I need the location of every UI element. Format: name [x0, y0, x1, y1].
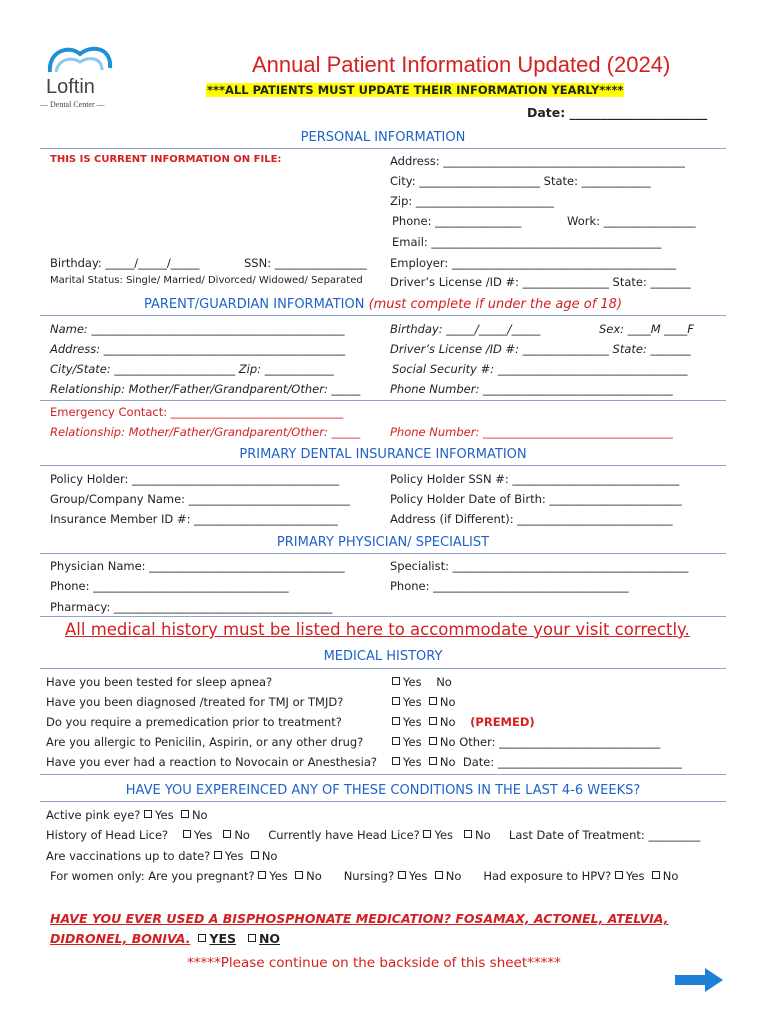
- divider: [40, 315, 726, 316]
- yes-label: Yes: [403, 695, 422, 709]
- checkbox-icon[interactable]: [248, 934, 256, 942]
- checkbox-icon[interactable]: [223, 830, 231, 838]
- answer-tmj[interactable]: [392, 695, 456, 709]
- checkbox-icon[interactable]: [181, 810, 189, 818]
- no-label: No: [445, 869, 462, 883]
- no-label: No: [439, 695, 456, 709]
- yes-label: Yes: [408, 869, 428, 883]
- section-physician: PRIMARY PHYSICIAN/ SPECIALIST: [276, 535, 490, 550]
- yes-label: YES: [209, 931, 237, 946]
- ssn-field[interactable]: SSN: ________________: [244, 256, 367, 270]
- question-anesthesia: Have you ever had a reaction to Novocain or Anesthesia?: [46, 755, 377, 769]
- section-insurance: PRIMARY DENTAL INSURANCE INFORMATION: [239, 447, 527, 462]
- yes-label: Yes: [193, 828, 213, 842]
- question-tmj: Have you been diagnosed /treated for TMJ or TMJD?: [46, 695, 344, 709]
- policy-holder-dob-field[interactable]: Policy Holder Date of Birth: _______________________: [390, 492, 682, 506]
- answer-allergy[interactable]: [392, 735, 660, 749]
- current-lice-label: Currently have Head Lice?: [268, 828, 420, 842]
- specialist-phone-field[interactable]: Phone: __________________________________: [390, 579, 629, 593]
- logo-name: Loftin: [46, 76, 95, 98]
- no-label: No: [436, 675, 452, 689]
- question-allergy: Are you allergic to Penicilin, Aspirin, or any other drug?: [46, 735, 364, 749]
- checkbox-icon[interactable]: [392, 677, 400, 685]
- divider: [40, 801, 726, 802]
- checkbox-icon[interactable]: [435, 871, 443, 879]
- date-field: Date: ______________________: [527, 105, 708, 120]
- guardian-relationship[interactable]: Relationship: Mother/Father/Grandparent/Other: _____: [50, 382, 361, 396]
- guardian-note: (must complete if under the age of 18): [368, 297, 623, 312]
- checkbox-icon[interactable]: [183, 830, 191, 838]
- guardian-address-field[interactable]: Address: __________________________________________: [50, 342, 346, 356]
- checkbox-icon[interactable]: [615, 871, 623, 879]
- no-label: No: [439, 755, 456, 769]
- checkbox-icon[interactable]: [429, 737, 437, 745]
- divider: [40, 148, 726, 149]
- specialist-field[interactable]: Specialist: _________________________________________: [390, 559, 689, 573]
- current-info-label: THIS IS CURRENT INFORMATION ON FILE:: [50, 154, 282, 165]
- no-label: No: [261, 849, 278, 863]
- question-premedication: Do you require a premedication prior to treatment?: [46, 715, 342, 729]
- checkbox-icon[interactable]: [429, 697, 437, 705]
- employer-field[interactable]: Employer: _______________________________________: [390, 256, 677, 270]
- guardian-sex-field[interactable]: Sex: ____M ____F: [599, 322, 694, 336]
- condition-women[interactable]: [50, 869, 678, 883]
- no-label: No: [475, 828, 491, 842]
- section-guardian: [40, 297, 726, 312]
- physician-name-field[interactable]: Physician Name: __________________________________: [50, 559, 345, 573]
- checkbox-icon[interactable]: [392, 737, 400, 745]
- physician-phone-field[interactable]: Phone: __________________________________: [50, 579, 289, 593]
- question-sleep-apnea: Have you been tested for sleep apnea?: [46, 675, 273, 689]
- divider: [40, 553, 726, 554]
- guardian-license-field[interactable]: Driver’s License /ID #: _______________ State: _______: [390, 342, 691, 356]
- license-field[interactable]: Driver’s License /ID #: _______________ State: _______: [390, 275, 691, 289]
- bisphosphonate-question: HAVE YOU EVER USED A BISPHOSPHONATE MEDICATION? FOSAMAX, ACTONEL, ATELVIA,: [50, 911, 669, 926]
- no-label: No: [439, 735, 456, 749]
- checkbox-icon[interactable]: [198, 934, 206, 942]
- checkbox-icon[interactable]: [392, 757, 400, 765]
- guardian-ssn-field[interactable]: Social Security #: _________________________________: [392, 362, 688, 376]
- yes-label: Yes: [155, 808, 174, 822]
- divider: [40, 774, 726, 775]
- hpv-label: Had exposure to HPV?: [483, 869, 612, 883]
- pregnant-label: For women only: Are you pregnant?: [50, 869, 255, 883]
- address-field[interactable]: Address: __________________________________________: [390, 154, 685, 168]
- section-medical: MEDICAL HISTORY: [323, 649, 443, 664]
- yes-label: Yes: [403, 755, 422, 769]
- arrow-right-icon[interactable]: [675, 966, 725, 994]
- reaction-date-field[interactable]: Date: ________________________________: [462, 755, 682, 769]
- practice-logo: [40, 42, 128, 114]
- checkbox-icon[interactable]: [251, 851, 259, 859]
- emergency-relationship[interactable]: Relationship: Mother/Father/Grandparent/Other: _____: [50, 425, 361, 439]
- yes-label: Yes: [224, 849, 244, 863]
- head-lice-label: History of Head Lice?: [46, 828, 169, 842]
- yes-label: Yes: [434, 828, 454, 842]
- birthday-field[interactable]: Birthday: _____/_____/_____: [50, 256, 200, 270]
- group-name-field[interactable]: Group/Company Name: ____________________________: [50, 492, 350, 506]
- section-conditions: HAVE YOU EXPEREINCED ANY OF THESE CONDITIONS IN THE LAST 4-6 WEEKS?: [125, 783, 641, 798]
- vaccinations-label: Are vaccinations up to date?: [46, 849, 211, 863]
- checkbox-icon[interactable]: [214, 851, 222, 859]
- checkbox-icon[interactable]: [464, 830, 472, 838]
- checkbox-icon[interactable]: [429, 757, 437, 765]
- phone-field[interactable]: Phone: _______________: [392, 214, 522, 228]
- checkbox-icon[interactable]: [423, 830, 431, 838]
- guardian-phone-field[interactable]: Phone Number: _________________________________: [390, 382, 673, 396]
- yes-label: Yes: [625, 869, 645, 883]
- guardian-citystate-field[interactable]: City/State: _____________________ Zip: ____________: [50, 362, 334, 376]
- logo-subtitle: — Dental Center —: [40, 100, 105, 109]
- checkbox-icon[interactable]: [144, 810, 152, 818]
- divider: [40, 400, 726, 401]
- pink-eye-label: Active pink eye?: [46, 808, 141, 822]
- work-field[interactable]: Work: ________________: [567, 214, 696, 228]
- member-id-field[interactable]: Insurance Member ID #: _________________________: [50, 512, 338, 526]
- checkbox-icon[interactable]: [429, 717, 437, 725]
- answer-premedication[interactable]: [392, 715, 535, 729]
- no-label: No: [306, 869, 322, 883]
- other-field[interactable]: Other: ____________________________: [459, 735, 661, 749]
- condition-vaccinations[interactable]: [46, 849, 277, 863]
- zip-field[interactable]: Zip: ________________________: [390, 194, 554, 208]
- guardian-birthday-field[interactable]: Birthday: _____/_____/_____: [390, 322, 541, 336]
- email-field[interactable]: Email: ________________________________________: [392, 235, 662, 249]
- yes-label: Yes: [269, 869, 288, 883]
- divider: [40, 465, 726, 466]
- checkbox-icon[interactable]: [392, 697, 400, 705]
- bisphosphonate-answer[interactable]: [50, 931, 280, 946]
- premed-label: (PREMED): [470, 715, 535, 729]
- policy-holder-field[interactable]: Policy Holder: ____________________________________: [50, 472, 340, 486]
- insurance-address-field[interactable]: Address (if Different): ___________________________: [390, 512, 673, 526]
- city-state-field[interactable]: City: _____________________ State: ____________: [390, 174, 651, 188]
- yes-label: Yes: [403, 675, 422, 689]
- yes-label: Yes: [403, 735, 422, 749]
- guardian-heading: PARENT/GUARDIAN INFORMATION: [143, 297, 365, 312]
- checkbox-icon[interactable]: [392, 717, 400, 725]
- checkbox-icon[interactable]: [258, 871, 266, 879]
- no-label: NO: [258, 931, 281, 946]
- answer-sleep-apnea[interactable]: [392, 675, 452, 689]
- page-title: Annual Patient Information Updated (2024): [252, 52, 671, 77]
- checkbox-icon[interactable]: [652, 871, 660, 879]
- update-notice: ***ALL PATIENTS MUST UPDATE THEIR INFORMATION YEARLY****: [207, 83, 624, 97]
- continue-note: *****Please continue on the backside of this sheet*****: [187, 955, 561, 971]
- emergency-phone-field[interactable]: Phone Number: _________________________________: [390, 425, 673, 439]
- answer-anesthesia[interactable]: [392, 755, 682, 769]
- last-treatment-field[interactable]: Last Date of Treatment: _________: [508, 828, 701, 842]
- no-label: No: [234, 828, 250, 842]
- divider: [40, 616, 726, 617]
- checkbox-icon[interactable]: [398, 871, 406, 879]
- checkbox-icon[interactable]: [295, 871, 303, 879]
- medical-history-banner: All medical history must be listed here to accommodate your visit correctly.: [65, 620, 690, 639]
- marital-status[interactable]: Marital Status: Single/ Married/ Divorced/ Widowed/ Separated: [50, 275, 363, 286]
- section-personal: PERSONAL INFORMATION: [300, 130, 466, 145]
- bisphosphonate-drugs: DIDRONEL, BONIVA.: [50, 931, 191, 946]
- policy-holder-ssn-field[interactable]: Policy Holder SSN #: _____________________________: [390, 472, 680, 486]
- yes-label: Yes: [403, 715, 422, 729]
- no-label: No: [439, 715, 456, 729]
- condition-head-lice[interactable]: [46, 828, 700, 842]
- divider: [40, 668, 726, 669]
- nursing-label: Nursing?: [343, 869, 395, 883]
- no-label: No: [191, 808, 208, 822]
- condition-pink-eye[interactable]: [46, 808, 208, 822]
- no-label: No: [662, 869, 679, 883]
- guardian-name-field[interactable]: Name: ____________________________________________: [50, 322, 345, 336]
- pharmacy-field[interactable]: Pharmacy: ______________________________________: [50, 600, 333, 614]
- emergency-contact-field[interactable]: Emergency Contact: ______________________________: [50, 405, 344, 419]
- logo-sub-text: Dental Center: [50, 100, 95, 109]
